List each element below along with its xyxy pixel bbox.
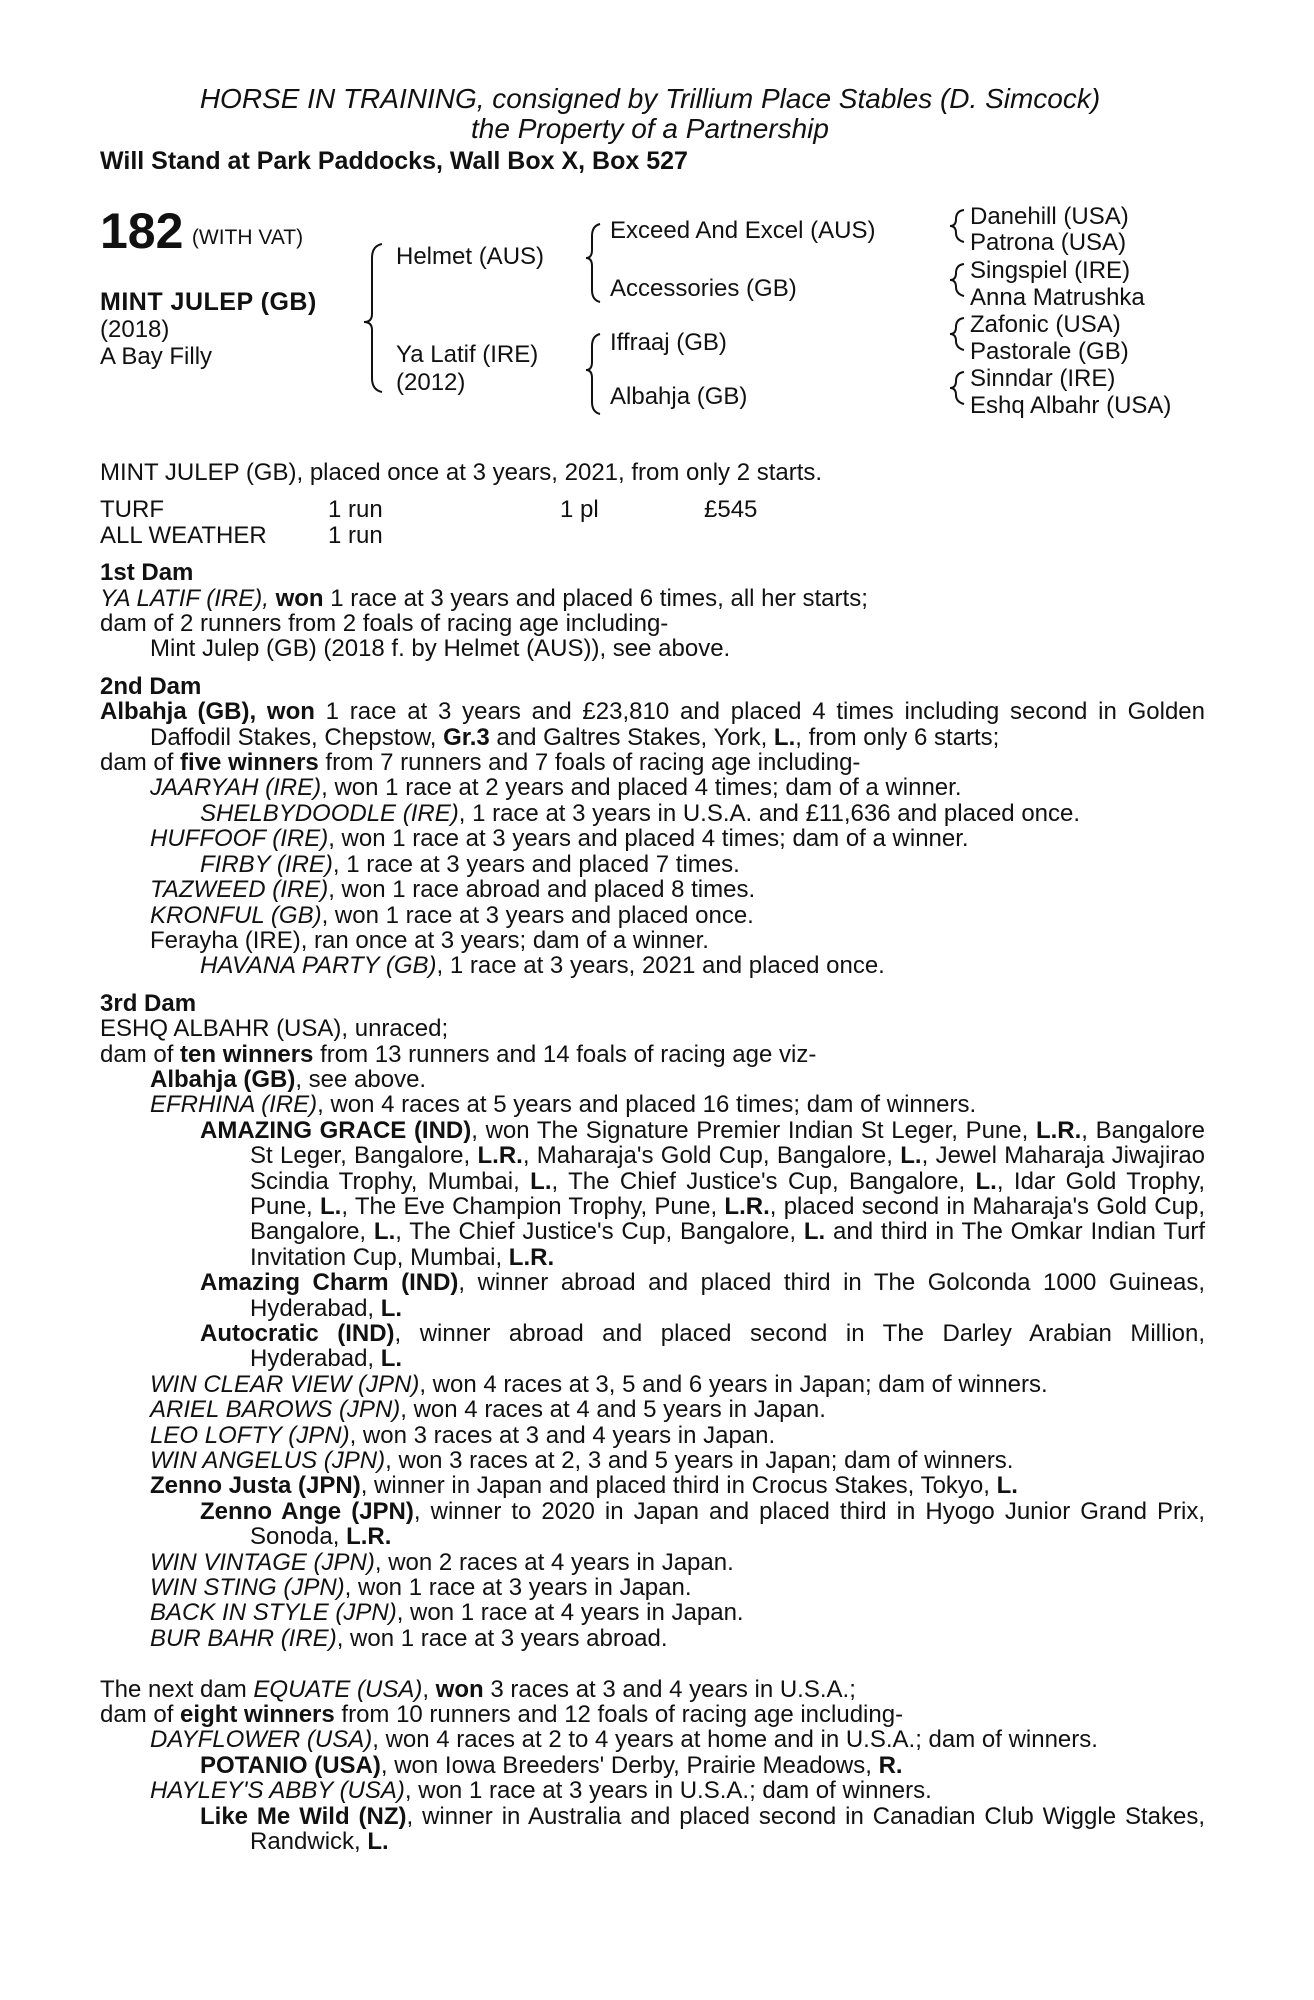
pedigree-sire-dam: Accessories (GB)	[610, 275, 797, 302]
list-item: BACK IN STYLE (JPN), won 1 race at 4 years in Japan.	[150, 1599, 744, 1627]
pedigree-dam-year: (2012)	[396, 369, 466, 396]
pedigree-ds-sire: Zafonic (USA)	[970, 311, 1121, 338]
second-dam-record: Albahja (GB), won 1 race at 3 years and £23,810 and placed 4 times including second in Golden Daffodil Stakes, Chepstow, Gr.3 and Galtres Stakes, York, L., from only 6 starts;	[100, 698, 1206, 751]
list-item: BUR BAHR (IRE), won 1 race at 3 years abroad.	[150, 1624, 668, 1652]
list-item: HUFFOOF (IRE), won 1 race at 3 years and placed 4 times; dam of a winner.	[150, 825, 969, 853]
list-item: ARIEL BAROWS (JPN), won 4 races at 4 and 5 years in Japan.	[150, 1396, 826, 1424]
list-item: POTANIO (USA), won Iowa Breeders' Derby, Prairie Meadows, R.	[200, 1751, 903, 1779]
list-item: Ferayha (IRE), ran once at 3 years; dam of a winner.	[150, 926, 709, 954]
list-item: AMAZING GRACE (IND), won The Signature Premier Indian St Leger, Pune, L.R., Bangalore St Leger, Bangalore, L.R., Maharaja's Gold Cup, Bangalore, L., Jewel Maharaja Jiwajirao Scindia Trophy, Mumbai, L., The Chief Justice's Cup, Bangalore, L., Idar Gold Trophy, Pune, L., The Eve Champion Trophy, Pune, L.R., placed second in Maharaja's Gold Cup, Bangalore, L., The Chief Justice's Cup, Bangalore, L. and third in The Omkar Indian Turf Invitation Cup, Mumbai, L.R.	[200, 1116, 1206, 1271]
first-dam-offspring: Mint Julep (GB) (2018 f. by Helmet (AUS)), see above.	[150, 635, 731, 663]
catalogue-body	[100, 460, 1205, 1855]
pedigree-ss-dam: Patrona (USA)	[970, 229, 1127, 256]
list-item: WIN VINTAGE (JPN), won 2 races at 4 years in Japan.	[150, 1548, 734, 1576]
stable-location: Will Stand at Park Paddocks, Wall Box X, Box 527	[100, 147, 688, 175]
pedigree-sd-sire: Singspiel (IRE)	[970, 257, 1131, 284]
pedigree-dam: Ya Latif (IRE)	[396, 341, 539, 368]
pedigree-dd-dam: Eshq Albahr (USA)	[970, 392, 1172, 419]
third-dam-heading: 3rd Dam	[100, 989, 197, 1017]
list-item: WIN CLEAR VIEW (JPN), won 4 races at 3, 5 and 6 years in Japan; dam of winners.	[150, 1370, 1048, 1398]
pedigree-ss-sire: Danehill (USA)	[970, 203, 1129, 230]
turf-runs: 1 run	[328, 496, 383, 524]
turf-earnings: £545	[704, 496, 758, 524]
consignor-line: HORSE IN TRAINING, consigned by Trillium Place Stables (D. Simcock)	[199, 83, 1101, 114]
first-dam-heading: 1st Dam	[100, 559, 194, 587]
first-dam-produce: dam of 2 runners from 2 foals of racing age including-	[100, 610, 669, 638]
aw-earnings	[704, 523, 804, 548]
vat-note: (WITH VAT)	[191, 226, 304, 249]
foaling-year: (2018)	[100, 316, 170, 343]
race-record-table	[100, 497, 1205, 548]
list-item: EFRHINA (IRE), won 4 races at 5 years and placed 16 times; dam of winners.	[150, 1091, 977, 1119]
list-item: Autocratic (IND), winner abroad and placed second in The Darley Arabian Million, Hyderabad, L.	[200, 1320, 1206, 1373]
aw-placings	[560, 523, 704, 548]
list-item: WIN STING (JPN), won 1 race at 3 years in Japan.	[150, 1574, 692, 1602]
pedigree-dam-dam: Albahja (GB)	[610, 383, 748, 410]
horse-description: A Bay Filly	[100, 343, 213, 370]
list-item: SHELBYDOODLE (IRE), 1 race at 3 years in U.S.A. and £11,636 and placed once.	[200, 799, 1081, 827]
turf-placings: 1 pl	[560, 496, 599, 524]
surface-all-weather: ALL WEATHER	[100, 521, 267, 549]
next-dam-produce: dam of eight winners from 10 runners and 12 foals of racing age including-	[100, 1701, 904, 1729]
pedigree-dam-sire: Iffraaj (GB)	[610, 329, 727, 356]
list-item: HAVANA PARTY (GB), 1 race at 3 years, 2021 and placed once.	[200, 952, 885, 980]
list-item: Zenno Justa (JPN), winner in Japan and placed third in Crocus Stakes, Tokyo, L.	[150, 1472, 1018, 1500]
list-item: Amazing Charm (IND), winner abroad and placed third in The Golconda 1000 Guineas, Hyderabad, L.	[200, 1269, 1205, 1322]
property-line: the Property of a Partnership	[471, 113, 829, 144]
list-item: KRONFUL (GB), won 1 race at 3 years and placed once.	[150, 901, 754, 929]
list-item: DAYFLOWER (USA), won 4 races at 2 to 4 years at home and in U.S.A.; dam of winners.	[150, 1726, 1098, 1754]
list-item: Like Me Wild (NZ), winner in Australia and placed second in Canadian Club Wiggle Stakes, Randwick, L.	[200, 1802, 1205, 1856]
pedigree-sire-sire: Exceed And Excel (AUS)	[610, 217, 876, 244]
next-dam-line: The next dam EQUATE (USA), won 3 races at 3 and 4 years in U.S.A.;	[100, 1675, 856, 1703]
list-item: HAYLEY'S ABBY (USA), won 1 race at 3 years in U.S.A.; dam of winners.	[150, 1777, 932, 1805]
racing-summary: MINT JULEP (GB), placed once at 3 years, 2021, from only 2 starts.	[100, 459, 823, 486]
aw-runs: 1 run	[328, 521, 383, 549]
pedigree-dd-sire: Sinndar (IRE)	[970, 365, 1116, 392]
list-item: LEO LOFTY (JPN), won 3 races at 3 and 4 years in Japan.	[150, 1421, 776, 1449]
third-dam-produce: dam of ten winners from 13 runners and 14 foals of racing age viz-	[100, 1040, 817, 1068]
list-item: FIRBY (IRE), 1 race at 3 years and placed 7 times.	[200, 850, 740, 878]
pedigree-sd-dam: Anna Matrushka	[970, 284, 1145, 311]
list-item: Albahja (GB), see above.	[150, 1065, 427, 1093]
pedigree-ds-dam: Pastorale (GB)	[970, 338, 1129, 365]
list-item: WIN ANGELUS (JPN), won 3 races at 2, 3 and 5 years in Japan; dam of winners.	[150, 1447, 1014, 1475]
lot-number: 182	[100, 203, 184, 259]
second-dam-heading: 2nd Dam	[100, 672, 202, 700]
list-item: Zenno Ange (JPN), winner to 2020 in Japan and placed third in Hyogo Junior Grand Prix, Sonoda, L.R.	[200, 1497, 1206, 1551]
second-dam-produce: dam of five winners from 7 runners and 7 foals of racing age including-	[100, 749, 861, 777]
list-item: JAARYAH (IRE), won 1 race at 2 years and placed 4 times; dam of a winner.	[150, 774, 962, 802]
pedigree-sire: Helmet (AUS)	[396, 243, 545, 270]
horse-name: MINT JULEP (GB)	[100, 288, 317, 316]
third-dam-line: ESHQ ALBAHR (USA), unraced;	[100, 1015, 449, 1043]
surface-turf: TURF	[100, 496, 164, 524]
list-item: TAZWEED (IRE), won 1 race abroad and placed 8 times.	[150, 876, 756, 904]
first-dam-line: YA LATIF (IRE), won 1 race at 3 years and placed 6 times, all her starts;	[100, 584, 868, 612]
